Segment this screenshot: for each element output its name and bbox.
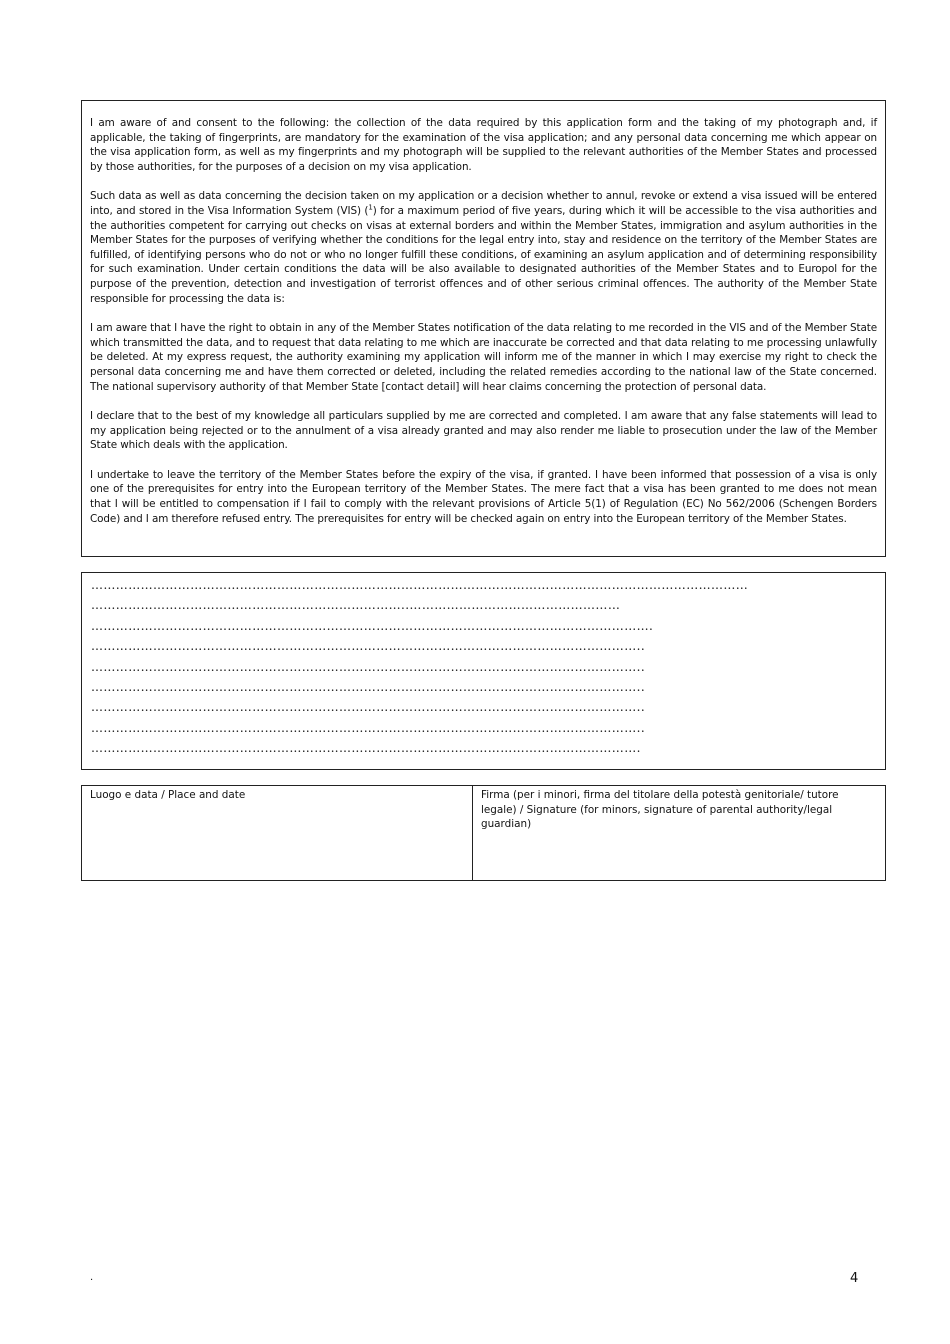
footnote-reference: 1	[368, 203, 373, 212]
vis-text-part-1: Such data as well as data concerning the decision taken on my application or a decision whether to annul, revoke or extend a visa issued will be entered into, and stored in the Visa Information System (VIS) (	[90, 190, 877, 217]
dotted-fill-line[interactable]: ……………………………………………………………………………………………………………………..	[91, 720, 646, 735]
signature-label: Firma (per i minori, firma del titolare della potestà genitoriale/ tutore legale) / Signature (for minors, signature of parental authority/legal guardian)	[481, 789, 839, 831]
consent-paragraph-leave-undertaking: I undertake to leave the territory of the Member States before the expiry of the visa, if granted. I have been informed that possession of a visa is only one of the prerequisites for entry into the European territory of the Member States. The mere fact that a visa has been granted to me does not mean that I will be entitled to compensation if I fail to comply with the relevant provisions of Article 5(1) of Regulation (EC) No 562/2006 (Schengen Borders Code) and I am therefore refused entry. The prerequisites for entry will be checked again on entry into the European territory of the Member States.	[90, 468, 877, 525]
authority-fill-in-box	[81, 572, 886, 770]
place-date-signature-table	[81, 785, 886, 881]
consent-paragraph-data-collection: I am aware of and consent to the following: the collection of the data required by this application form and the taking of my photograph and, if applicable, the taking of fingerprints, are mandatory for the examination of the visa application; and any personal data concerning me which appear on the visa application form, as well as my fingerprints and my photograph will be supplied to the relevant authorities of the Member States and processed by those authorities, for the purposes of a decision on my visa application.	[90, 117, 877, 173]
dotted-fill-line[interactable]: ……………………………………………………………………………………………………………………..	[91, 639, 646, 654]
dotted-fill-line[interactable]: ……………………………………………………………………………………………………………………………………………	[91, 578, 749, 592]
dotted-fill-line[interactable]: ……………………………………………………………………………………………………………………..	[91, 700, 646, 715]
consent-paragraph-data-rights: I am aware that I have the right to obtain in any of the Member States notification of the data relating to me recorded in the VIS and of the Member State which transmitted the data, and to request that data relating to me which are inaccurate be corrected and that data relating to me processing unlawfully be deleted. At my express request, the authority examining my application will inform me of the manner in which I may exercise my right to check the personal data concerning me and have them corrected or deleted, including the related remedies according to the national law of the State concerned. The national supervisory authority of that Member State [contact detail] will hear claims concerning the protection of personal data.	[90, 322, 877, 393]
footer-mark: .	[90, 1272, 94, 1283]
page-number: 4	[850, 1271, 859, 1286]
place-date-label: Luogo e data / Place and date	[90, 789, 246, 801]
place-date-field[interactable]	[82, 786, 473, 880]
dotted-fill-line[interactable]: …………………………………………………………………..……………………………………………	[91, 598, 621, 613]
consent-paragraph-accuracy-declaration: I declare that to the best of my knowledge all particulars supplied by me are corrected and completed. I am aware that any false statements will lead to my application being rejected or to the annulment of a visa already granted and may also render me liable to prosecution under the law of the Member State which deals with the application.	[90, 410, 877, 452]
consent-declaration-box	[81, 100, 886, 557]
signature-field[interactable]	[473, 786, 885, 880]
dotted-fill-line[interactable]: …………………………………………………………………………………………………………………….	[91, 741, 641, 756]
vis-text-part-2: ) for a maximum period of five years, during which it will be accessible to the visa authorities and the authorities competent for carrying out checks on visas at external borders and within the Member States, immigration and asylum authorities in the Member States for the purposes of verifying whether the conditions for the legal entry into, stay and residence on the territory of the Member States are fulfilled, of identifying persons who do not or who no longer fulfill these conditions, of examining an asylum application and of determining responsibility for such examination. Under certain conditions the data will be also available to designated authorities of the Member States and to Europol for the purpose of the prevention, detection and investigation of terrorist offences and of other serious criminal offences. The authority of the Member State responsible for processing the data is:	[90, 204, 877, 305]
consent-paragraph-vis-storage	[90, 189, 877, 306]
dotted-fill-line[interactable]: ……………………………………………………………………………………………………………………..	[91, 679, 646, 694]
dotted-fill-line[interactable]: ……………………………………………………………………………………………………………………..	[91, 659, 646, 674]
dotted-fill-line[interactable]: ……………………………………………………………………………………………………………………….	[91, 618, 654, 633]
